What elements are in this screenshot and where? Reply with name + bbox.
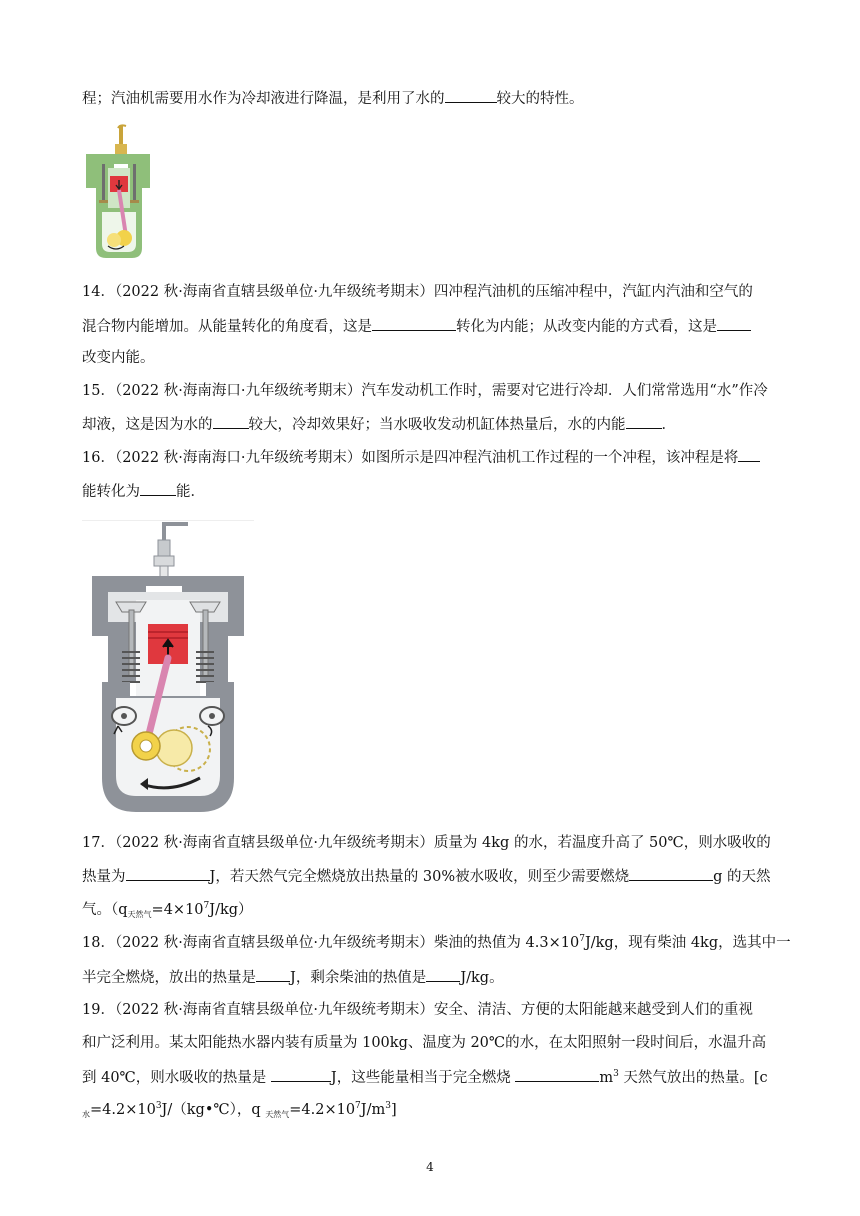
question-16-line-2	[82, 481, 782, 502]
answer-blank[interactable]	[629, 866, 713, 881]
text: 天然气放出的热量。[c	[618, 1070, 768, 1086]
answer-blank[interactable]	[271, 1067, 331, 1082]
question-19-line-4	[82, 1100, 782, 1125]
answer-blank[interactable]	[626, 414, 662, 429]
text: 16．（2022 秋·海南海口·九年级统考期末）如图所示是四冲程汽油机工作过程的一个冲程，该冲程是将	[82, 450, 739, 466]
engine-diagram-large	[82, 520, 254, 815]
page-number: 4	[426, 1160, 434, 1174]
text: 热量为	[82, 869, 126, 885]
text: 改变内能。	[82, 350, 155, 366]
text: J/m	[360, 1102, 386, 1118]
text: 较大，冷却效果好；当水吸收发动机缸体热量后，水的内能	[248, 417, 626, 433]
question-15-line-1	[82, 381, 782, 401]
question-14-line-2	[82, 316, 782, 337]
text: 到 40℃，则水吸收的热量是	[82, 1070, 271, 1086]
question-19-line-3	[82, 1067, 782, 1088]
question-15-line-2	[82, 414, 782, 435]
text: 19．（2022 秋·海南省直辖县级单位·九年级统考期末）安全、清洁、方便的太阳能越来越受到人们的重视	[82, 1002, 753, 1018]
text: 半完全燃烧，放出的热量是	[82, 970, 256, 986]
text: J，剩余柴油的热值是	[290, 970, 427, 986]
question-14-line-3	[82, 348, 782, 368]
answer-blank[interactable]	[738, 447, 760, 462]
subscript: 水	[82, 1110, 90, 1119]
question-13-tail	[82, 88, 782, 109]
text: 混合物内能增加。从能量转化的角度看，这是	[82, 319, 372, 335]
answer-blank[interactable]	[426, 967, 460, 982]
text: 17．（2022 秋·海南省直辖县级单位·九年级统考期末）质量为 4kg 的水，若温度升高了 50℃，则水吸收的	[82, 835, 771, 851]
question-17-line-1	[82, 833, 782, 853]
superscript: 7	[355, 1101, 361, 1112]
answer-blank[interactable]	[372, 316, 456, 331]
superscript: 3	[385, 1101, 391, 1112]
answer-blank[interactable]	[256, 967, 290, 982]
text: m	[599, 1070, 614, 1086]
question-19-line-1	[82, 1000, 782, 1020]
answer-blank[interactable]	[126, 866, 210, 881]
question-17-line-3	[82, 900, 782, 925]
answer-blank[interactable]	[515, 1067, 599, 1082]
question-18-line-2	[82, 967, 782, 988]
answer-blank[interactable]	[213, 414, 249, 429]
question-18-line-1	[82, 933, 791, 953]
text: =4.2×10	[90, 1102, 156, 1118]
superscript: 3	[155, 1101, 162, 1112]
text: 较大的特性。	[496, 91, 584, 107]
text: J/kg，现有柴油 4kg，选其中一	[584, 935, 791, 951]
answer-blank[interactable]	[717, 316, 751, 331]
text: J，若天然气完全燃烧放出热量的 30%被水吸收，则至少需要燃烧	[209, 869, 630, 885]
text: ．	[661, 417, 676, 433]
text: g 的天然	[713, 869, 771, 885]
text: =4×10	[151, 902, 204, 918]
superscript: 3	[613, 1069, 619, 1080]
text: ]	[390, 1102, 397, 1118]
text: 能．	[176, 484, 205, 500]
text: 15．（2022 秋·海南海口·九年级统考期末）汽车发动机工作时，需要对它进行冷却．人们常常选用“水”作冷	[82, 383, 768, 399]
engine-diagram-small	[82, 124, 154, 262]
question-19-line-2	[82, 1033, 782, 1053]
question-16-line-1	[82, 447, 782, 468]
question-17-line-2	[82, 866, 782, 887]
superscript: 7	[203, 901, 210, 912]
text: =4.2×10	[289, 1102, 356, 1118]
text: J/kg。	[460, 970, 504, 986]
text: J，这些能量相当于完全燃烧	[330, 1070, 516, 1086]
text: 气。（q	[82, 902, 128, 918]
subscript: 天然气	[127, 910, 152, 919]
subscript: 天然气	[265, 1110, 290, 1119]
text: 18．（2022 秋·海南省直辖县级单位·九年级统考期末）柴油的热值为 4.3×10	[82, 935, 580, 951]
superscript: 7	[579, 934, 585, 945]
answer-blank[interactable]	[140, 481, 176, 496]
text: J/kg）	[209, 902, 253, 918]
text: 能转化为	[82, 484, 140, 500]
text: J/（kg•℃），q	[161, 1102, 266, 1118]
text: 程；汽油机需要用水作为冷却液进行降温，是利用了水的	[82, 91, 445, 107]
text: 和广泛利用。某太阳能热水器内装有质量为 100kg、温度为 20℃的水，在太阳照射一段时间后，水温升高	[82, 1035, 767, 1051]
text: 转化为内能；从改变内能的方式看，这是	[456, 319, 717, 335]
answer-blank[interactable]	[445, 88, 497, 103]
question-14-line-1	[82, 282, 782, 302]
text: 却液，这是因为水的	[82, 417, 213, 433]
text: 14．（2022 秋·海南省直辖县级单位·九年级统考期末）四冲程汽油机的压缩冲程中，汽缸内汽油和空气的	[82, 284, 753, 300]
